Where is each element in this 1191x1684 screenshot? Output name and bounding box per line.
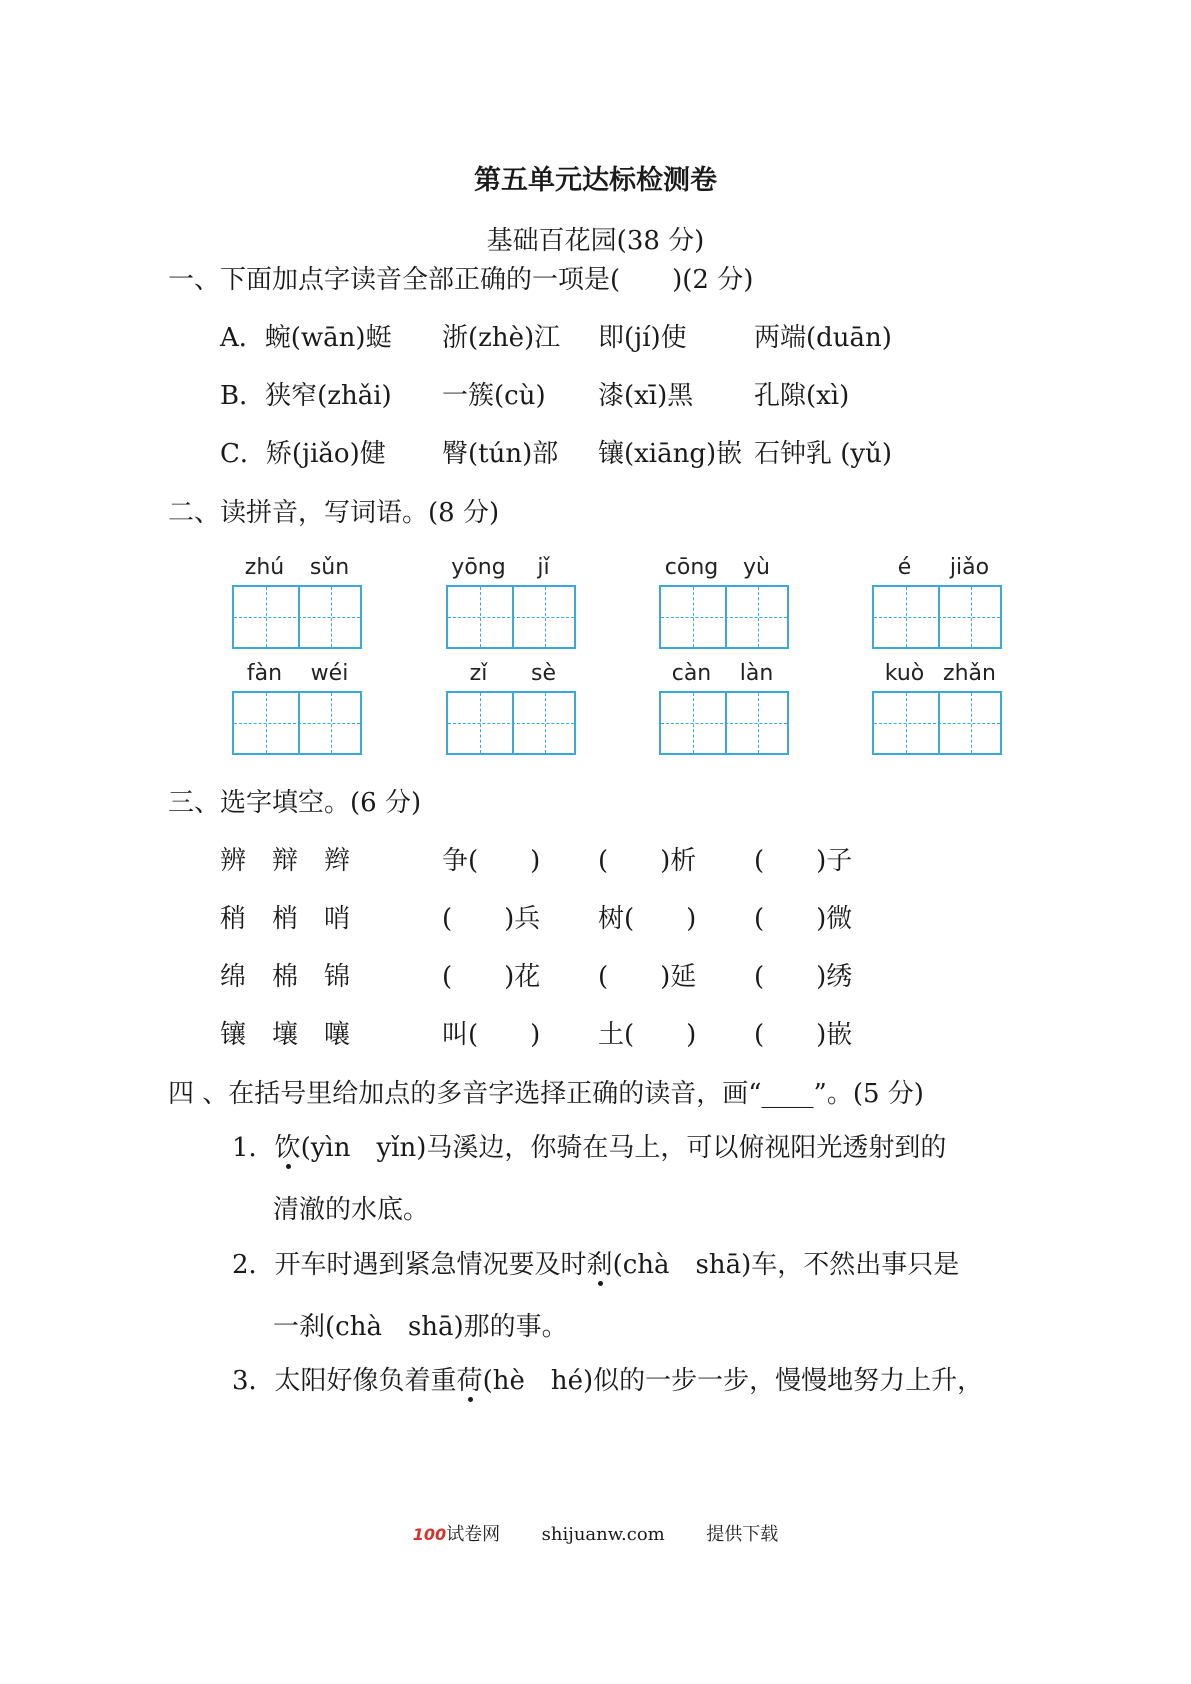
- q3-blank[interactable]: ( )花: [442, 962, 541, 992]
- dotted-char: 刹: [586, 1250, 613, 1280]
- dotted-char: 荷: [456, 1366, 483, 1396]
- q3-blank[interactable]: ( )绣: [754, 962, 853, 992]
- q3-char: 锦: [324, 962, 351, 992]
- q4-item-text: (hè hé)似的一步一步，慢慢地努力上升，: [482, 1366, 984, 1396]
- q4-item-2-line2: 一刹(chà shā)那的事。: [273, 1312, 568, 1342]
- pinyin-label: jǐ: [537, 555, 550, 580]
- site-domain[interactable]: shijuanw.com: [541, 1524, 665, 1545]
- site-name: 试卷网: [446, 1524, 501, 1545]
- writing-grid[interactable]: [446, 585, 576, 649]
- q4-item-1: [232, 1131, 946, 1165]
- q2-stem: 二、读拼音，写词语。(8 分): [168, 498, 500, 528]
- q3-blank[interactable]: ( )微: [754, 904, 853, 934]
- dotted-char: 饮: [274, 1133, 301, 1163]
- q1-option: 石钟乳 (yǔ): [754, 439, 892, 469]
- q3-char: 绵: [220, 962, 247, 992]
- pinyin-label: jiǎo: [949, 555, 990, 580]
- q1-stem: 一、下面加点字读音全部正确的一项是( )(2 分): [168, 265, 754, 295]
- q3-stem: 三、选字填空。(6 分): [168, 788, 422, 818]
- q1-option: 镶(xiāng)嵌: [598, 439, 743, 469]
- q4-item-text: (chà shā)车，不然出事只是: [612, 1250, 960, 1280]
- pinyin-label: zhǎn: [943, 661, 996, 686]
- q3-blank[interactable]: 树( ): [598, 904, 697, 934]
- pinyin-label: zǐ: [469, 661, 488, 686]
- writing-grid[interactable]: [232, 691, 362, 755]
- pinyin-label: wéi: [310, 661, 349, 686]
- q3-char: 壤: [272, 1020, 299, 1050]
- writing-grid[interactable]: [659, 691, 789, 755]
- q1-option: C．矫(jiǎo)健: [220, 439, 386, 469]
- q4-item-text: (yìn yǐn)马溪边，你骑在马上，可以俯视阳光透射到的: [300, 1133, 947, 1163]
- q3-blank[interactable]: 争( ): [442, 846, 541, 876]
- q4-stem: 四 、在括号里给加点的多音字选择正确的读音，画“____”。(5 分): [168, 1079, 924, 1109]
- q3-char: 稍: [220, 904, 247, 934]
- q4-item-1-line2: 清澈的水底。: [273, 1195, 430, 1225]
- q3-char: 辨: [220, 846, 247, 876]
- q3-char: 嚷: [324, 1020, 351, 1050]
- writing-grid[interactable]: [446, 691, 576, 755]
- pinyin-label: zhú: [244, 555, 285, 580]
- q1-option: 一簇(cù): [442, 381, 546, 411]
- q3-char: 哨: [324, 904, 351, 934]
- q4-item-number: 1．: [232, 1133, 275, 1163]
- q4-item-3: [232, 1364, 983, 1398]
- pinyin-label: càn: [671, 661, 712, 686]
- q1-option: 漆(xī)黑: [598, 381, 694, 411]
- writing-grid[interactable]: [872, 691, 1002, 755]
- q3-blank[interactable]: ( )嵌: [754, 1020, 853, 1050]
- q3-char: 棉: [272, 962, 299, 992]
- q1-option: 孔隙(xì): [754, 381, 850, 411]
- q3-char: 辩: [272, 846, 299, 876]
- site-logo: 100: [412, 1525, 447, 1544]
- q1-option: 两端(duān): [754, 323, 892, 353]
- pinyin-label: yōng: [451, 555, 506, 580]
- q3-blank[interactable]: ( )子: [754, 846, 853, 876]
- writing-grid[interactable]: [659, 585, 789, 649]
- pinyin-label: é: [897, 555, 912, 580]
- q3-blank[interactable]: ( )延: [598, 962, 697, 992]
- q1-option: A．蜿(wān)蜓: [220, 323, 392, 353]
- writing-grid[interactable]: [232, 585, 362, 649]
- q3-blank[interactable]: ( )兵: [442, 904, 541, 934]
- pinyin-label: cōng: [664, 555, 719, 580]
- q3-blank[interactable]: 土( ): [598, 1020, 697, 1050]
- page-title: 第五单元达标检测卷: [474, 165, 717, 196]
- q4-item-text: 3．太阳好像负着重: [232, 1366, 457, 1396]
- q4-item-2: [232, 1248, 959, 1282]
- q3-blank[interactable]: 叫( ): [442, 1020, 541, 1050]
- q3-blank[interactable]: ( )析: [598, 846, 697, 876]
- writing-grid[interactable]: [872, 585, 1002, 649]
- q1-option: 即(jí)使: [598, 323, 687, 353]
- pinyin-label: sǔn: [309, 555, 350, 580]
- q4-item-text: 2．开车时遇到紧急情况要及时: [232, 1250, 587, 1280]
- q3-char: 辫: [324, 846, 351, 876]
- q1-option: 浙(zhè)江: [442, 323, 561, 353]
- footer: [0, 1520, 1191, 1546]
- pinyin-label: fàn: [246, 661, 283, 686]
- pinyin-label: kuò: [884, 661, 925, 686]
- footer-note: 提供下载: [706, 1524, 779, 1545]
- pinyin-label: sè: [531, 661, 556, 686]
- q3-char: 梢: [272, 904, 299, 934]
- q1-option: 臀(tún)部: [442, 439, 559, 469]
- q3-char: 镶: [220, 1020, 247, 1050]
- q1-option: B．狭窄(zhǎi): [220, 381, 392, 411]
- pinyin-label: yù: [743, 555, 770, 580]
- section-subtitle: 基础百花园(38 分): [486, 226, 705, 256]
- pinyin-label: làn: [739, 661, 774, 686]
